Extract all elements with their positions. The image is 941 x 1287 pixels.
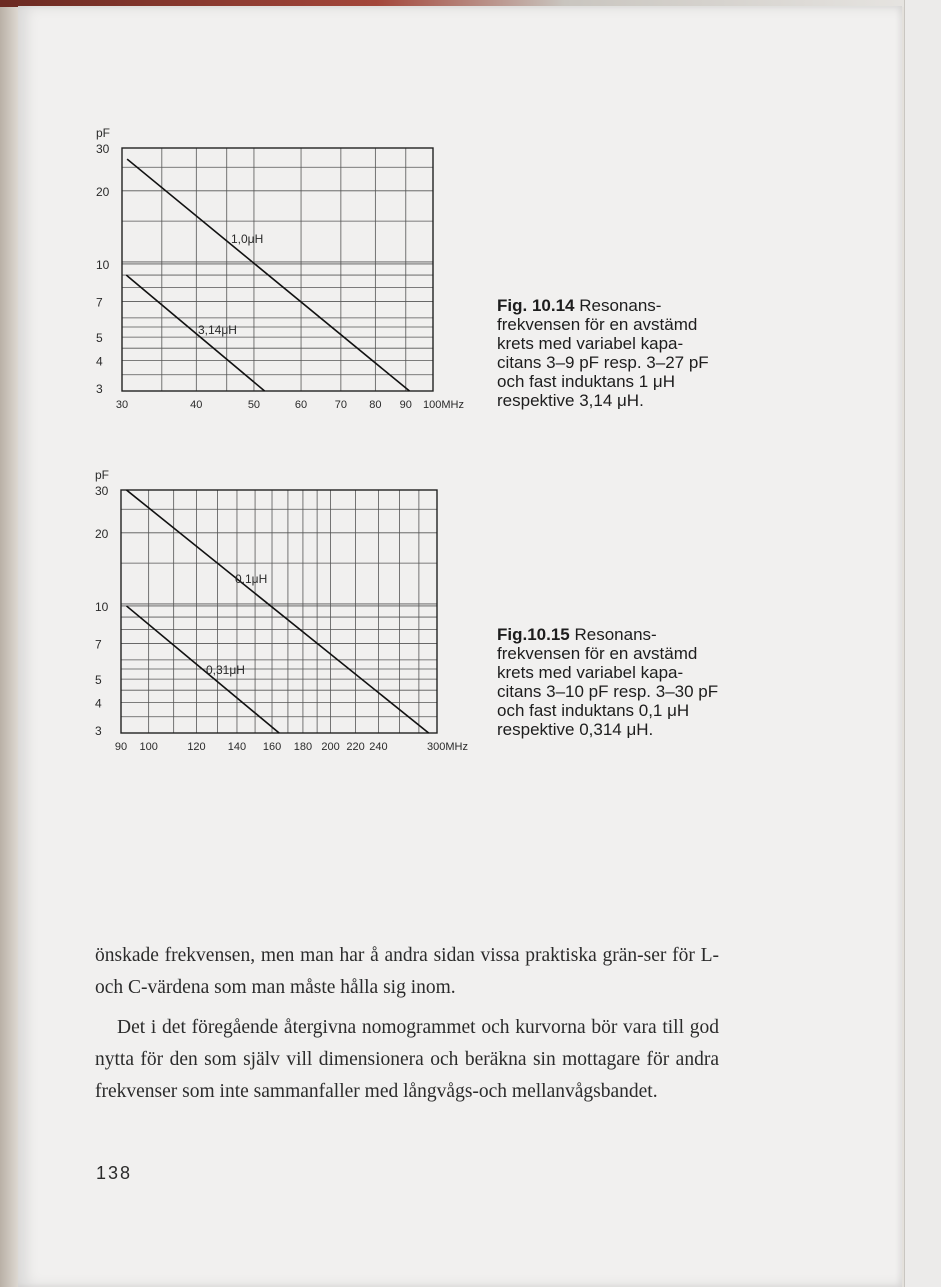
x-tick-label: 80 (369, 399, 382, 411)
x-tick-label: 100MHz (423, 399, 464, 411)
y-tick-label: 3 (96, 382, 103, 396)
y-tick-label: 4 (95, 696, 102, 711)
figure-10-14-caption (497, 296, 727, 410)
x-tick-label: 40 (190, 399, 203, 411)
x-tick-label: 120 (187, 741, 206, 753)
x-tick-label: 70 (334, 399, 347, 411)
series-line (126, 606, 279, 733)
figure-10-14-caption-text: Resonans-frekvensen för en avstämd krets med variabel kapa-citans 3–9 pF resp. 3–27 pF och fast induktans 1 μH respektive 3,14 μH. (497, 296, 709, 410)
body-paragraph: Det i det föregående återgivna nomogrammet och kurvorna bör vara till god nytta för den som själv vill dimensionera och beräkna sin mottagare för andra frekvenser som inte sammanfaller med långvågs-och mellanvågsbandet. (95, 1017, 719, 1102)
series-line (126, 490, 428, 733)
y-tick-label: 4 (96, 354, 103, 369)
series-label: 0,31μH (206, 663, 245, 677)
body-text (95, 940, 719, 1108)
figure-10-15-caption-number: Fig.10.15 (497, 625, 570, 644)
body-paragraph: önskade frekvensen, men man har å andra sidan vissa praktiska grän-ser för L- och C-värdena som man måste hålla sig inom. (95, 945, 719, 998)
series-label: 3,14μH (198, 323, 237, 337)
y-tick-label: 30 (96, 142, 110, 156)
y-tick-label: 10 (95, 599, 109, 614)
x-tick-label: 160 (262, 741, 282, 753)
y-tick-label: 10 (96, 257, 110, 272)
y-tick-label: 20 (96, 184, 110, 199)
x-tick-label: 90 (114, 741, 128, 753)
x-tick-label: 90 (399, 399, 412, 411)
y-tick-label: 3 (95, 724, 102, 738)
y-tick-label: 20 (95, 526, 109, 541)
y-tick-label: 7 (96, 295, 103, 310)
x-tick-label: 180 (293, 741, 313, 753)
x-tick-label: 60 (294, 399, 308, 411)
page-number: 138 (96, 1163, 133, 1183)
x-tick-label: 240 (369, 741, 388, 753)
plot-frame (121, 490, 437, 733)
x-tick-label: 140 (227, 741, 247, 753)
y-tick-label: 30 (95, 484, 109, 498)
series-label: 0,1μH (235, 572, 268, 586)
x-tick-label: 100 (139, 741, 158, 753)
y-tick-label: 7 (95, 637, 102, 652)
y-axis-unit-label: pF (96, 126, 111, 140)
y-axis-unit-label: pF (95, 468, 110, 482)
x-tick-label: 200 (321, 741, 340, 753)
x-tick-label: 220 (346, 741, 365, 753)
y-tick-label: 5 (96, 331, 103, 346)
x-tick-label: 50 (247, 399, 261, 411)
series-label: 1,0μH (231, 232, 264, 246)
figure-10-14-caption-number: Fig. 10.14 (497, 296, 575, 315)
figure-10-15-caption (497, 625, 727, 739)
x-tick-label: 30 (115, 399, 129, 411)
y-tick-label: 5 (95, 673, 102, 688)
x-tick-label: 300MHz (427, 741, 468, 753)
figure-10-15-caption-text: Resonans-frekvensen för en avstämd krets med variabel kapa-citans 3–10 pF resp. 3–30 pF och fast induktans 0,1 μH respektive 0,314 μH. (497, 625, 719, 739)
